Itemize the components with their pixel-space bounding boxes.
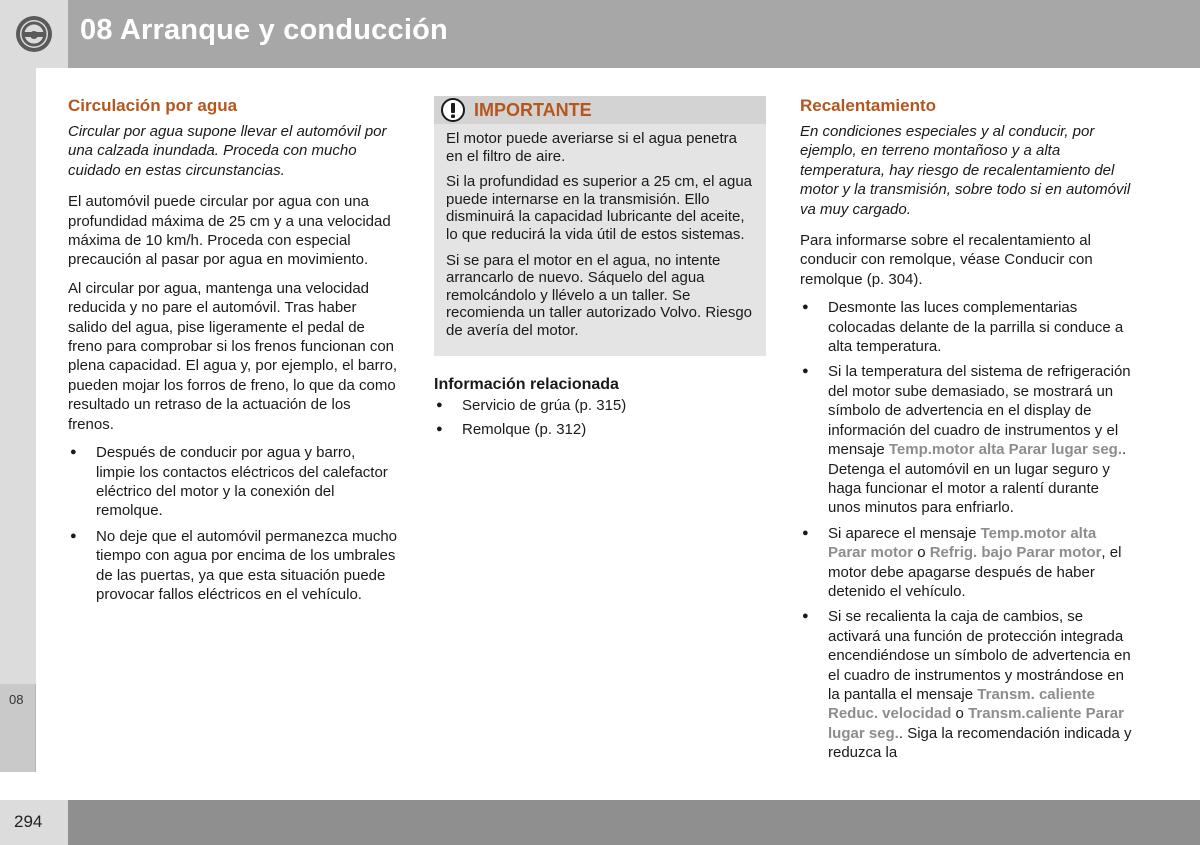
warning-icon [440, 98, 466, 122]
related-link-towing[interactable]: ● Servicio de grúa (p. 315) [434, 396, 766, 415]
text: Si la temperatura del sistema de refrigeración del motor sube demasiado, se mostrará un símbolo de advertencia en el display de información del cuadro de instrumentos y el mensaje [828, 363, 1131, 459]
chapter-icon-box [0, 0, 68, 68]
paragraph: El automóvil puede circular por agua con una profundidad máxima de 25 cm y a una velocidad máxima de 10 km/h. Proceda con especial precaución al pasar por agua en movimiento. [68, 193, 391, 269]
text: o [913, 544, 930, 562]
display-message: Temp.motor alta Parar lugar seg. [888, 441, 1122, 459]
text: Si aparece el mensaje [828, 524, 981, 542]
section-heading-overheating: Recalentamiento [800, 96, 937, 115]
paragraph: Si se para el motor en el agua, no intente arrancarlo de nuevo. Sáquelo del agua remolcándolo y llévelo a un taller. Se recomienda un taller autorizado Volvo. Riesgo de avería del motor. [446, 251, 753, 339]
page-footer [68, 800, 1200, 845]
text: . Detenga el automóvil en un lugar seguro y haga funcionar el motor a ralentí durante unos minutos para enfriarlo. [828, 441, 1127, 517]
paragraph: Si la profundidad es superior a 25 cm, el agua puede internarse en la transmisión. Ello disminuirá la capacidad lubricante del aceite, lo que reducirá la vida útil de estos sistemas. [446, 173, 753, 243]
list-item: ● Desmonte las luces complementarias colocadas delante de la parrilla si conduce a alta temperatura. [800, 298, 1135, 356]
important-header [434, 96, 766, 124]
important-title: IMPORTANTE [474, 100, 592, 120]
paragraph: El motor puede averiarse si el agua penetra en el filtro de aire. [446, 130, 738, 165]
important-notice [434, 96, 766, 356]
page-number: 294 [14, 812, 43, 831]
intro-overheating: En condiciones especiales y al conducir, por ejemplo, en terreno montañoso y a alta temperatura, hay riesgo de recalentamiento del motor y la transmisión, sobre todo si en automóvil va muy cargado. [800, 123, 1131, 218]
text: o [951, 705, 969, 723]
text: , el motor debe apagarse después de haber detenido el vehículo. [828, 544, 1122, 600]
display-message: Temp.motor alta Parar motor [828, 524, 1097, 562]
section-heading-water: Circulación por agua [68, 96, 238, 115]
paragraph: Para informarse sobre el recalentamiento al conducir con remolque, véase Conducir con remolque (p. 304). [800, 232, 1093, 288]
column-important [434, 96, 766, 444]
column-water-driving [68, 96, 398, 610]
text: . Siga la recomendación indicada y reduzca la [828, 724, 1132, 762]
list-item [800, 362, 1135, 517]
column-overheating [800, 96, 1135, 769]
text: Si se recalienta la caja de cambios, se activará una función de protección integrada encendiéndose un símbolo de advertencia en el cuadro de instrumentos y mostrándose en la pantalla el mensaje [828, 608, 1131, 703]
list-item: ● Después de conducir por agua y barro, limpie los contactos eléctricos del calefactor eléctrico del motor y la conexión del remolque. [68, 443, 398, 521]
side-strip [0, 68, 36, 772]
steering-wheel-icon [14, 14, 54, 54]
chapter-title: 08 Arranque y conducción [80, 14, 448, 46]
bullet-list [800, 298, 1135, 762]
intro-water: Circular por agua supone llevar el automóvil por una calzada inundada. Proceda con mucho cuidado en estas circunstancias. [68, 123, 387, 179]
list-item [800, 607, 1135, 762]
important-body [434, 124, 766, 340]
list-item: ● No deje que el automóvil permanezca mucho tiempo con agua por encima de los umbrales de las puertas, ya que esta situación puede provocar fallos eléctricos en el vehículo. [68, 527, 398, 605]
related-links [434, 396, 766, 440]
display-message: Transm. caliente Reduc. velocidad [828, 685, 1095, 723]
paragraph: Al circular por agua, mantenga una velocidad reducida y no pare el automóvil. Tras haber salido del agua, pise ligeramente el pedal de freno para comprobar si los frenos funcionan con plena capacidad. El agua y, por ejemplo, el barro, pueden mojar los forros de freno, lo que da como resultado un retraso de la actuación de los frenos. [68, 279, 398, 433]
related-link-trailer[interactable]: ● Remolque (p. 312) [434, 420, 766, 439]
list-item [800, 524, 1135, 602]
display-message: Transm.caliente Parar lugar seg. [828, 705, 1124, 742]
chapter-tab-label: 08 [9, 692, 24, 707]
related-heading: Información relacionada [434, 375, 619, 393]
bullet-list [68, 443, 398, 604]
display-message: Refrig. bajo Parar motor [929, 544, 1102, 562]
